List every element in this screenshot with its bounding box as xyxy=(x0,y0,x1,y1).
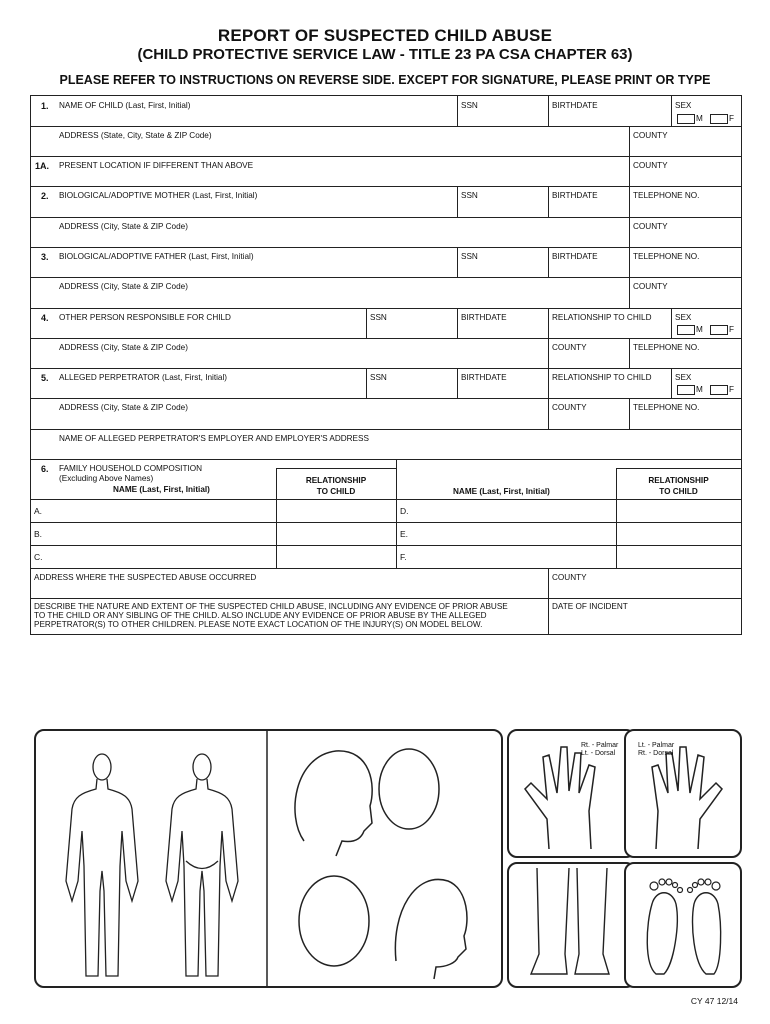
hand-diagram-left xyxy=(507,729,636,858)
legs-svg xyxy=(509,864,634,986)
hand-label: Rt. - Dorsal xyxy=(638,750,674,757)
section-number: 3. xyxy=(41,252,49,262)
other-address-label: ADDRESS (City, State & ZIP Code) xyxy=(59,343,188,352)
divider xyxy=(31,217,741,218)
father-phone-label: TELEPHONE NO. xyxy=(633,252,700,261)
section-number: 1A. xyxy=(35,161,50,171)
other-ssn-label: SSN xyxy=(370,313,387,322)
child-birthdate-label: BIRTHDATE xyxy=(552,101,598,110)
section-number: 2. xyxy=(41,191,49,201)
mother-address-label: ADDRESS (City, State & ZIP Code) xyxy=(59,222,188,231)
household-name-col-right: NAME (Last, First, Initial) xyxy=(453,487,550,496)
other-sex-f-checkbox[interactable] xyxy=(710,325,728,335)
household-name-col-left: NAME (Last, First, Initial) xyxy=(113,485,210,494)
divider xyxy=(31,499,741,500)
describe-label-3: PERPETRATOR(S) TO OTHER CHILDREN. PLEASE NOTE EXACT LOCATION OF THE INJURY(S) ON MODEL BELOW. xyxy=(34,620,483,629)
form-id: CY 47 12/14 xyxy=(690,996,738,1006)
section-number: 1. xyxy=(41,101,49,111)
child-sex-m-checkbox[interactable] xyxy=(677,114,695,124)
divider xyxy=(31,277,741,278)
form-subtitle: (CHILD PROTECTIVE SERVICE LAW - TITLE 23 PA CSA CHAPTER 63) xyxy=(137,46,633,63)
section-number: 4. xyxy=(41,313,49,323)
sex-f-label: F xyxy=(729,114,735,123)
describe-label-2: TO THE CHILD OR ANY SIBLING OF THE CHILD. ALSO INCLUDE ANY EVIDENCE OF PRIOR ABUSE BY THE ALLEGED xyxy=(34,611,487,620)
father-birthdate-label: BIRTHDATE xyxy=(552,252,598,261)
date-of-incident-label: DATE OF INCIDENT xyxy=(552,602,628,611)
divider xyxy=(31,156,741,157)
divider xyxy=(31,308,741,309)
location-county-label: COUNTY xyxy=(633,161,668,170)
head-views xyxy=(295,749,467,979)
body-diagram-panel xyxy=(34,729,503,988)
father-address-label: ADDRESS (City, State & ZIP Code) xyxy=(59,282,188,291)
other-sex-m-checkbox[interactable] xyxy=(677,325,695,335)
household-rel-col-left-1: RELATIONSHIP xyxy=(305,476,367,485)
mother-ssn-label: SSN xyxy=(461,191,478,200)
perpetrator-address-label: ADDRESS (City, State & ZIP Code) xyxy=(59,403,188,412)
employer-label: NAME OF ALLEGED PERPETRATOR'S EMPLOYER AND EMPLOYER'S ADDRESS xyxy=(59,434,369,443)
household-row-f: F. xyxy=(400,552,407,562)
sex-m-label: M xyxy=(696,385,703,394)
father-ssn-label: SSN xyxy=(461,252,478,261)
other-birthdate-label: BIRTHDATE xyxy=(461,313,507,322)
present-location-label: PRESENT LOCATION IF DIFFERENT THAN ABOVE xyxy=(59,161,254,170)
perpetrator-phone-label: TELEPHONE NO. xyxy=(633,403,700,412)
form-instructions: PLEASE REFER TO INSTRUCTIONS ON REVERSE SIDE. EXCEPT FOR SIGNATURE, PLEASE PRINT OR TYPE xyxy=(59,73,711,87)
sex-m-label: M xyxy=(696,114,703,123)
household-row-d: D. xyxy=(400,506,409,516)
household-excluding: (Excluding Above Names) xyxy=(59,474,154,483)
sex-f-label: F xyxy=(729,385,735,394)
other-phone-label: TELEPHONE NO. xyxy=(633,343,700,352)
divider xyxy=(31,459,741,460)
perpetrator-sex-m-checkbox[interactable] xyxy=(677,385,695,395)
perpetrator-birthdate-label: BIRTHDATE xyxy=(461,373,507,382)
sex-f-label: F xyxy=(729,325,735,334)
household-title: FAMILY HOUSEHOLD COMPOSITION xyxy=(59,464,202,473)
divider xyxy=(31,429,741,430)
child-county-label: COUNTY xyxy=(633,131,668,140)
divider xyxy=(31,247,741,248)
report-form xyxy=(30,95,742,635)
other-person-label: OTHER PERSON RESPONSIBLE FOR CHILD xyxy=(59,313,231,322)
child-address-label: ADDRESS (State, City, State & ZIP Code) xyxy=(59,131,212,140)
hand-label: Lt. - Dorsal xyxy=(581,750,616,757)
mother-county-label: COUNTY xyxy=(633,222,668,231)
section-number: 5. xyxy=(41,373,49,383)
divider xyxy=(31,186,741,187)
hand-label: Lt. - Palmar xyxy=(638,742,675,749)
child-ssn-label: SSN xyxy=(461,101,478,110)
body-diagram-svg xyxy=(36,731,501,986)
father-county-label: COUNTY xyxy=(633,282,668,291)
child-sex-label: SEX xyxy=(675,101,692,110)
feet-diagram xyxy=(624,862,742,988)
household-rel-col-left-2: TO CHILD xyxy=(316,487,356,496)
section-number: 6. xyxy=(41,464,49,474)
form-title: REPORT OF SUSPECTED CHILD ABUSE xyxy=(217,26,553,45)
other-relationship-label: RELATIONSHIP TO CHILD xyxy=(552,313,652,322)
divider xyxy=(31,598,741,599)
perpetrator-sex-f-checkbox[interactable] xyxy=(710,385,728,395)
household-row-b: B. xyxy=(34,529,43,539)
abuse-address-label: ADDRESS WHERE THE SUSPECTED ABUSE OCCURRED xyxy=(34,573,257,582)
hand-label: Rt. - Palmar xyxy=(581,742,619,749)
household-row-c: C. xyxy=(34,552,43,562)
father-name-label: BIOLOGICAL/ADOPTIVE FATHER (Last, First, Initial) xyxy=(59,252,254,261)
child-name-label: NAME OF CHILD (Last, First, Initial) xyxy=(59,101,191,110)
legs-diagram xyxy=(507,862,636,988)
other-county-label: COUNTY xyxy=(552,343,587,352)
back-body-outline xyxy=(166,754,238,976)
abuse-county-label: COUNTY xyxy=(552,573,587,582)
child-sex-f-checkbox[interactable] xyxy=(710,114,728,124)
divider xyxy=(31,338,741,339)
divider xyxy=(31,368,741,369)
describe-label-1: DESCRIBE THE NATURE AND EXTENT OF THE SUSPECTED CHILD ABUSE, INCLUDING ANY EVIDENCE OF PRIOR ABUSE xyxy=(34,602,508,611)
hand-diagram-right xyxy=(624,729,742,858)
perpetrator-relationship-label: RELATIONSHIP TO CHILD xyxy=(552,373,652,382)
mother-name-label: BIOLOGICAL/ADOPTIVE MOTHER (Last, First, Initial) xyxy=(59,191,258,200)
sex-m-label: M xyxy=(696,325,703,334)
divider xyxy=(31,545,741,546)
divider xyxy=(31,568,741,569)
divider xyxy=(31,126,741,127)
mother-birthdate-label: BIRTHDATE xyxy=(552,191,598,200)
perpetrator-sex-label: SEX xyxy=(675,373,692,382)
perpetrator-name-label: ALLEGED PERPETRATOR (Last, First, Initial) xyxy=(59,373,228,382)
feet-svg xyxy=(626,864,740,986)
front-body-outline xyxy=(66,754,138,976)
household-rel-col-right-1: RELATIONSHIP xyxy=(648,476,709,485)
divider xyxy=(31,398,741,399)
other-sex-label: SEX xyxy=(675,313,692,322)
mother-phone-label: TELEPHONE NO. xyxy=(633,191,700,200)
divider xyxy=(31,522,741,523)
household-row-a: A. xyxy=(34,506,43,516)
household-row-e: E. xyxy=(400,529,409,539)
perpetrator-ssn-label: SSN xyxy=(370,373,387,382)
household-rel-col-right-2: TO CHILD xyxy=(659,487,698,496)
perpetrator-county-label: COUNTY xyxy=(552,403,587,412)
